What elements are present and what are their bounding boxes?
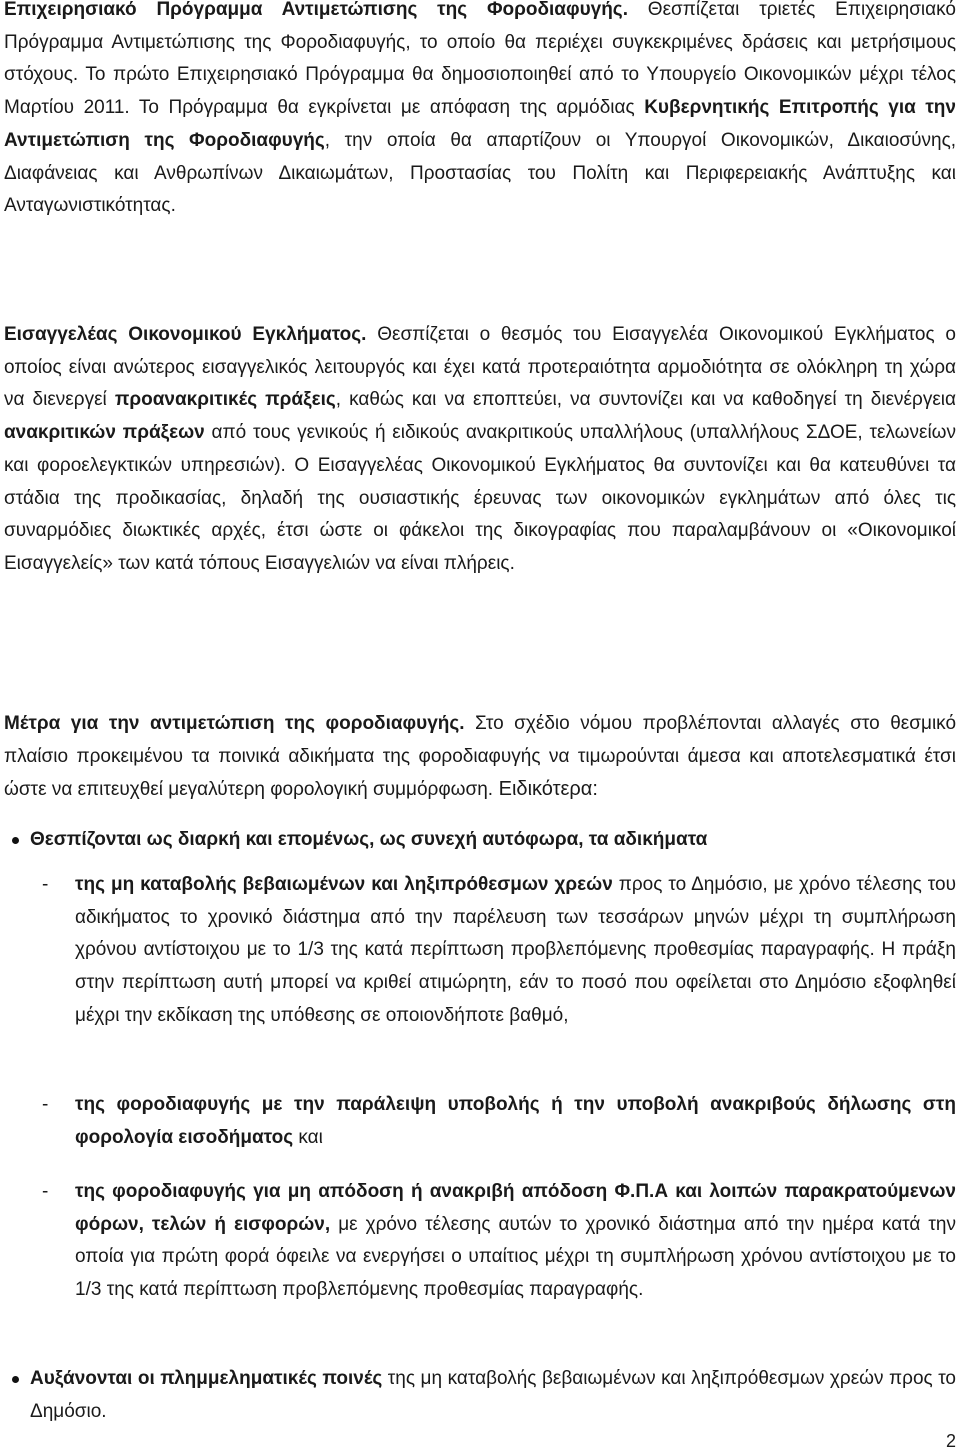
paragraph-text: και [293,1126,323,1148]
emphasis-text: της φοροδιαφυγής για μη απόδοση ή ανακριβή απόδοση Φ.Π.Α και λοιπών παρακρατούμενων φόρων, τελών ή εισφορών, [75,1181,956,1235]
page-number: 2 [945,1431,956,1451]
bullet-icon [12,1376,19,1383]
dash-marker: - [42,874,49,895]
heading-operational-program: Επιχειρησιακό Πρόγραμμα Αντιμετώπισης της Φοροδιαφυγής. [4,0,628,20]
paragraph-text: με χρόνο τέλεσης αυτών το χρονικό διάστημα από την ημέρα κατά την οποία για πρώτη φορά όφειλε να ενεργήσει ο υπαίτιος μέχρι τη συμπλήρωση χρόνου αντίστοιχου με το 1/3 της κατά περίπτωση προβλεπόμενης προθεσμίας παραγραφής. [75,1213,957,1301]
paragraph-text: , καθώς και να εποπτεύει, να συντονίζει και να καθοδηγεί τη διενέργεια [335,389,956,411]
paragraph-measures [4,708,956,807]
list-item-text [30,1363,956,1428]
list-item-text [75,869,956,1033]
paragraph-text: από τους γενικούς ή ειδικούς ανακριτικούς υπαλλήλους (υπαλλήλους ΣΔΟΕ, τελωνείων και φοροελεγκτικών υπηρεσιών). Ο Εισαγγελέας Οικονομικού Εγκλήματος θα συντονίζει και θα κατευθύνει τα στάδια της προδικασίας, δηλαδή της ουσιαστικής έρευνας των οικονομικών εγκλημάτων από όλες τις συναρμόδιες διωκτικές αρχές, έτσι ώστε οι φάκελοι της δικογραφίας που παραλαμβάνουν οι «Οικονομικοί Εισαγγελείς» των κατά τόπους Εισαγγελιών να είναι πλήρεις. [4,422,956,574]
list-item-text: Θεσπίζονται ως διαρκή και επομένως, ως συνεχή αυτόφωρα, τα αδικήματα [30,829,708,850]
paragraph-text: Ειδικότερα: [493,778,598,801]
paragraph-prosecutor [4,319,956,581]
dash-marker: - [42,1094,49,1115]
paragraph-text: , την οποία θα απαρτίζουν οι Υπουργοί Οικονομικών, Δικαιοσύνης, Διαφάνειας και Ανθρωπίνων Δικαιωμάτων, Προστασίας του Πολίτη και Περιφερειακής Ανάπτυξης και Ανταγωνιστικότητας. [4,129,957,217]
heading-prosecutor: Εισαγγελέας Οικονομικού Εγκλήματος. [4,324,367,345]
list-item-text [75,1176,956,1307]
emphasis-text: ανακριτικών πράξεων [4,422,205,444]
emphasis-text: της μη καταβολής βεβαιωμένων και ληξιπρόθεσμων χρεών [75,874,613,895]
paragraph-text: Στο σχέδιο νόμου προβλέπονται αλλαγές στο θεσμικό πλαίσιο προκειμένου τα ποινικά αδικήματα της φοροδιαφυγής να τιμωρούνται άμεσα και αποτελεσματικά έτσι ώστε να επιτευχθεί μεγαλύτερη φορολογική συμμόρφωση. [4,713,957,801]
committee-name: Κυβερνητικής Επιτροπής για την Αντιμετώπιση της Φοροδιαφυγής [4,97,956,151]
heading-measures: Μέτρα για την αντιμετώπιση της φοροδιαφυγής. [4,713,465,734]
list-item-text [75,1089,956,1154]
dash-marker: - [42,1181,49,1202]
paragraph-text: της μη καταβολής βεβαιωμένων και ληξιπρόθεσμων χρεών προς το Δημόσιο. [30,1368,957,1422]
paragraph-text: Θεσπίζεται ο θεσμός του Εισαγγελέα Οικονομικού Εγκλήματος ο οποίος είναι ανώτερος εισαγγελικός λειτουργός και έχει κατά προτεραιότητα αρμοδιότητα σε ολόκληρη τη χώρα να διενεργεί [4,324,957,411]
paragraph-text: Θεσπίζεται τριετές Επιχειρησιακό Πρόγραμμα Αντιμετώπισης της Φοροδιαφυγής, το οποίο θα περιέχει συγκεκριμένες δράσεις και μετρήσιμους στόχους. Το πρώτο Επιχειρησιακό Πρόγραμμα θα δημοσιοποιηθεί από το Υπουργείο Οικονομικών μέχρι τέλος Μαρτίου 2011. Το Πρόγραμμα θα εγκρίνεται με απόφαση της αρμόδιας [4,0,956,119]
paragraph-operational-program [4,0,956,223]
emphasis-text: Αυξάνονται οι πλημμεληματικές ποινές [30,1368,383,1389]
bullet-icon [12,837,19,844]
paragraph-text: προς το Δημόσιο, με χρόνο τέλεσης του αδικήματος το χρονικό διάστημα από την παρέλευση των τεσσάρων μηνών μέχρι τη συμπλήρωση χρόνου αντίστοιχου με το 1/3 της κατά περίπτωση προβλεπόμενης προθεσμίας παραγραφής. Η πράξη στην περίπτωση αυτή μπορεί να κριθεί ατιμώρητη, εάν το ποσό που οφείλεται στο Δημόσιο εξοφληθεί μέχρι την εκδίκαση της υπόθεσης σε οποιονδήποτε βαθμό, [75,874,956,1026]
emphasis-text: της φοροδιαφυγής με την παράλειψη υποβολής ή την υποβολή ανακριβούς δήλωσης στη φορολογία εισοδήματος [75,1094,956,1148]
emphasis-text: προανακριτικές πράξεις [114,389,336,411]
